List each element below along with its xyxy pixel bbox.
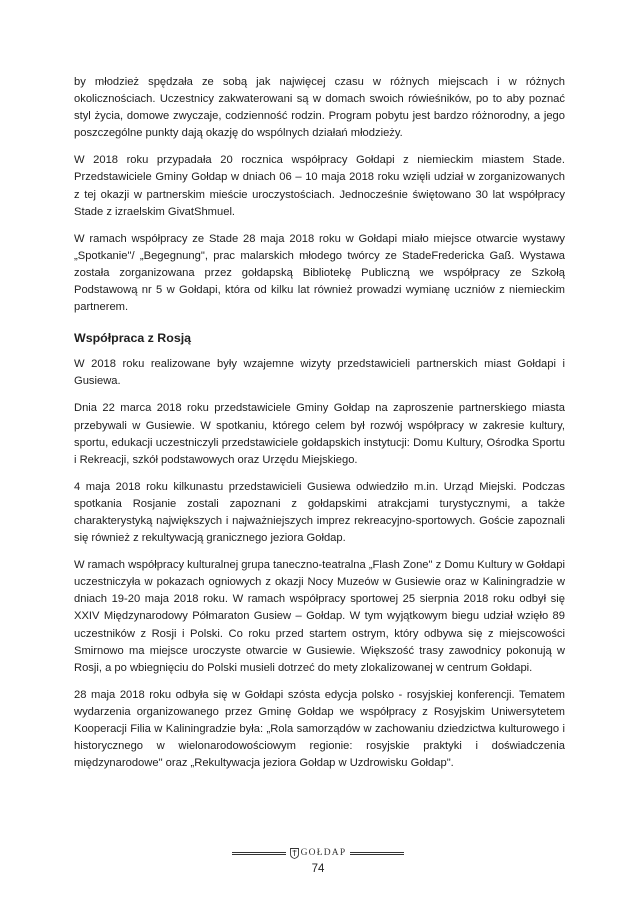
section-heading: Współpraca z Rosją (74, 331, 192, 346)
paragraph-6: 4 maja 2018 roku kilkunastu przedstawicieli Gusiewa odwiedziło m.in. Urząd Miejski. Podczas spotkania Rosjanie zostali zapoznani z gołdapskimi atrakcjami turystycznymi, a także charakterystyką największych i najważniejszych imprez rekreacyjno-sportowych. Goście zapoznali się również z rekultywacją granicznego jeziora Gołdap. (74, 480, 565, 545)
footer-mark (290, 848, 347, 859)
footer-logo-text: GOŁDAP (300, 848, 347, 858)
page-number: 74 (311, 863, 325, 875)
paragraph-8: 28 maja 2018 roku odbyła się w Gołdapi szósta edycja polsko - rosyjskiej konferencji. Tematem wydarzenia organizowanego przez Gminę Gołdap we współpracy z Rosyjskim Uniwersytetem Kooperacji Filia w Kaliningradzie była: „Rola samorządów w zachowaniu dziedzictwa kulturowego i historycznego w wielonarodowościowym regionie: rosyjskie praktyki i doświadczenia międzynarodowe" oraz „Rekultywacja jeziora Gołdap w Uzdrowisku Gołdap". (74, 688, 565, 770)
page-footer (0, 846, 636, 875)
footer-logo (0, 846, 636, 860)
paragraph-5: Dnia 22 marca 2018 roku przedstawiciele Gminy Gołdap na zaproszenie partnerskiego miasta przebywali w Gusiewie. W spotkaniu, którego celem był rozwój współpracy w zakresie kultury, sportu, edukacji uczestniczyli przedstawiciele gołdapskich instytucji: Domu Kultury, Ośrodka Sportu i Rekreacji, szkół podstawowych oraz Urzędu Miejskiego. (74, 402, 565, 466)
page-content (74, 74, 565, 782)
paragraph-1: by młodzież spędzała ze sobą jak najwięcej czasu w różnych miejscach i w różnych okolicznościach. Uczestnicy zakwaterowani są w domach swoich rówieśników, po to aby poznać styl życia, domowe zwyczaje, codzienność rodzin. Program pobytu jest bardzo różnorodny, a jego poszczególne punkty dają okazję do wspólnych działań młodzieży. (74, 76, 565, 140)
paragraph-4: W 2018 roku realizowane były wzajemne wizyty przedstawicieli partnerskich miast Gołdapi i Gusiewa. (74, 358, 565, 388)
coat-of-arms-icon (290, 848, 299, 859)
paragraph-2: W 2018 roku przypadała 20 rocznica współpracy Gołdapi z niemieckim miastem Stade. Przedstawiciele Gminy Gołdap w dniach 06 – 10 maja 2018 roku wzięli udział w zorganizowanych z tej okazji w partnerskim mieście uroczystościach. Jednocześnie świętowano 30 lat współpracy Stade z izraelskim GivatShmuel. (74, 154, 565, 218)
footer-rule-right (350, 852, 404, 855)
paragraph-3: W ramach współpracy ze Stade 28 maja 2018 roku w Gołdapi miało miejsce otwarcie wystawy „Spotkanie"/ „Begegnung", prac malarskich młodego twórcy ze StadeFredericka Gaß. Wystawa została zorganizowana przez gołdapską Bibliotekę Publiczną we współpracy ze Szkołą Podstawową nr 5 w Gołdapi, która od kilku lat również prowadzi wymianę uczniów z niemieckim partnerem. (74, 232, 565, 314)
footer-rule-left (232, 852, 286, 855)
paragraph-7: W ramach współpracy kulturalnej grupa taneczno-teatralna „Flash Zone" z Domu Kultury w Gołdapi uczestniczyła w pokazach ogniowych z okazji Nocy Muzeów w Gusiewie oraz w Kaliningradzie w dniach 19-20 maja 2018 roku. W ramach współpracy sportowej 25 sierpnia 2018 roku odbył się XXIV Międzynarodowy Półmaraton Gusiew – Gołdap. W tym wyjątkowym biegu udział wzięło 89 uczestników z Rosji i Polski. Co roku przed startem ostrym, który odbywa się z miejscowości Smirnowo ma miejsce uroczyste otwarcie w Gusiewie. Większość trasy zawodnicy pokonują w Rosji, a po wbiegnięciu do Polski musieli dotrzeć do mety zlokalizowanej w centrum Gołdapi. (74, 559, 565, 674)
